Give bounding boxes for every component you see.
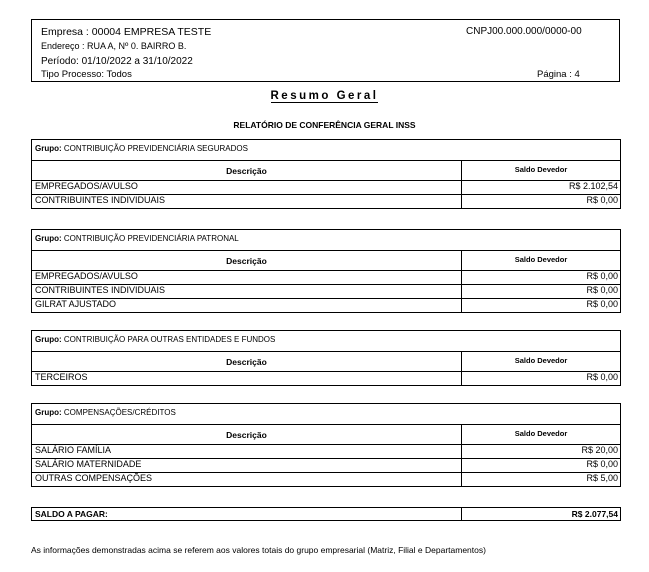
row-valor: R$ 0,00 (461, 372, 620, 385)
col-saldo: Saldo Devedor (461, 425, 620, 444)
row-valor: R$ 0,00 (461, 459, 620, 472)
tipo-processo-text: Tipo Processo: Todos (41, 69, 132, 80)
row-descricao: CONTRIBUINTES INDIVIDUAIS (35, 285, 166, 295)
row-valor: R$ 20,00 (461, 445, 620, 458)
table-row (32, 473, 620, 486)
group-name: Grupo: CONTRIBUIÇÃO PARA OUTRAS ENTIDADES E FUNDOS (35, 335, 276, 344)
group-patronal (31, 229, 621, 313)
row-descricao: OUTRAS COMPENSAÇÕES (35, 473, 153, 483)
row-valor: R$ 0,00 (461, 299, 620, 312)
footer-note: As informações demonstradas acima se referem aos valores totais do grupo empresarial (Matriz, Filial e Departamentos) (31, 545, 486, 555)
total-label: SALDO A PAGAR: (35, 509, 108, 519)
table-row (32, 299, 620, 312)
total-value: R$ 2.077,54 (461, 508, 620, 521)
group-outras-entidades (31, 330, 621, 386)
row-valor: R$ 0,00 (461, 195, 620, 208)
report-subtitle: RELATÓRIO DE CONFERÊNCIA GERAL INSS (233, 120, 416, 130)
row-descricao: EMPREGADOS/AVULSO (35, 181, 138, 191)
group-name: Grupo: CONTRIBUIÇÃO PREVIDENCIÁRIA SEGURADOS (35, 144, 248, 153)
periodo-text: Período: 01/10/2022 a 31/10/2022 (41, 56, 193, 67)
row-valor: R$ 2.102,54 (461, 181, 620, 194)
table-row (32, 195, 620, 208)
col-saldo: Saldo Devedor (461, 251, 620, 270)
col-descricao: Descrição (226, 166, 267, 176)
report-header (31, 19, 620, 82)
row-descricao: SALÁRIO FAMÍLIA (35, 445, 112, 455)
table-row (32, 459, 620, 473)
group-segurados (31, 139, 621, 209)
col-saldo: Saldo Devedor (461, 352, 620, 371)
table-row (32, 445, 620, 459)
row-descricao: EMPREGADOS/AVULSO (35, 271, 138, 281)
row-descricao: TERCEIROS (35, 372, 88, 382)
empresa-text: Empresa : 00004 EMPRESA TESTE (41, 26, 212, 38)
endereco-text: Endereço : RUA A, Nº 0. BAIRRO B. (41, 41, 187, 51)
cnpj-text: CNPJ00.000.000/0000-00 (466, 26, 582, 37)
pagina-text: Página : 4 (537, 69, 580, 80)
page-title: Resumo Geral (270, 90, 379, 102)
group-compensacoes (31, 403, 621, 487)
row-valor: R$ 5,00 (461, 473, 620, 486)
group-name: Grupo: CONTRIBUIÇÃO PREVIDENCIÁRIA PATRONAL (35, 234, 239, 243)
row-valor: R$ 0,00 (461, 271, 620, 284)
table-row (32, 372, 620, 385)
col-descricao: Descrição (226, 430, 267, 440)
col-descricao: Descrição (226, 256, 267, 266)
saldo-a-pagar-row (31, 507, 621, 521)
row-valor: R$ 0,00 (461, 285, 620, 298)
col-descricao: Descrição (226, 357, 267, 367)
table-row (32, 271, 620, 285)
row-descricao: GILRAT AJUSTADO (35, 299, 117, 309)
col-saldo: Saldo Devedor (461, 161, 620, 180)
group-name: Grupo: COMPENSAÇÕES/CRÉDITOS (35, 408, 176, 417)
row-descricao: CONTRIBUINTES INDIVIDUAIS (35, 195, 166, 205)
row-descricao: SALÁRIO MATERNIDADE (35, 459, 142, 469)
table-row (32, 285, 620, 299)
table-row (32, 181, 620, 195)
